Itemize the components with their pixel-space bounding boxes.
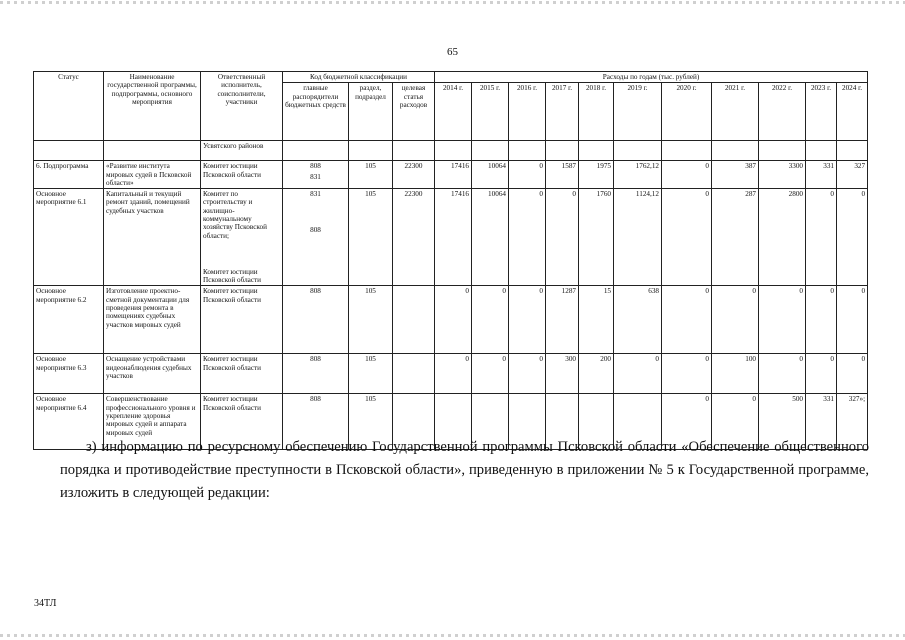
- header-year: 2014 г.: [435, 83, 472, 141]
- cell-kbk-target: [393, 141, 435, 161]
- cell-year-value: 3300: [759, 161, 806, 189]
- cell-year-value: 0: [837, 286, 868, 354]
- scan-edge-top: [0, 1, 905, 4]
- cell-year-value: [472, 141, 509, 161]
- cell-year-value: 638: [614, 286, 662, 354]
- page-number: 65: [447, 46, 458, 58]
- cell-year-value: 0: [509, 189, 546, 286]
- cell-status: Основное мероприятие 6.4: [34, 394, 104, 450]
- cell-year-value: 0: [662, 161, 712, 189]
- header-year: 2019 г.: [614, 83, 662, 141]
- cell-year-value: 0: [806, 286, 837, 354]
- amendment-paragraph: з) информацию по ресурсному обеспечению Государственной программы Псковской области «Обеспечение общественного порядка и противодействие преступности в Псковской области», приведенную в приложении № 5 к Государственной программе, изложить в следующей редакции:: [60, 439, 869, 501]
- cell-kbk-section: [349, 141, 393, 161]
- cell-year-value: [712, 141, 759, 161]
- cell-responsible: [201, 161, 283, 189]
- cell-kbk-main: [283, 286, 349, 354]
- cell-year-value: 1762,12: [614, 161, 662, 189]
- cell-year-value: 327: [837, 161, 868, 189]
- cell-year-value: [509, 141, 546, 161]
- cell-kbk-target: [393, 354, 435, 394]
- cell-kbk-section: 105: [349, 286, 393, 354]
- cell-year-value: 327»;: [837, 394, 868, 450]
- cell-responsible: [201, 354, 283, 394]
- cell-year-value: 0: [662, 354, 712, 394]
- cell-kbk-section: 105: [349, 354, 393, 394]
- footer-code: 34ТЛ: [34, 598, 57, 609]
- cell-year-value: 300: [546, 354, 579, 394]
- table-row: [34, 161, 868, 189]
- header-kbk-section: раздел, подраздел: [349, 83, 393, 141]
- budget-table-body: [34, 141, 868, 450]
- cell-year-value: 0: [712, 394, 759, 450]
- cell-kbk-section: 105: [349, 394, 393, 450]
- header-kbk-target: целевая статья расходов: [393, 83, 435, 141]
- cell-responsible-line: Усвятского районов: [203, 142, 264, 151]
- cell-responsible: [201, 141, 283, 161]
- cell-name: Капитальный и текущий ремонт зданий, помещений судебных участков: [104, 189, 201, 286]
- header-row-1: [34, 72, 868, 83]
- cell-responsible-line: Комитет юстиции Псковской области: [203, 355, 262, 372]
- cell-kbk-main-line: 808: [310, 395, 321, 404]
- cell-year-value: 500: [759, 394, 806, 450]
- cell-year-value: [837, 141, 868, 161]
- cell-year-value: [806, 141, 837, 161]
- cell-year-value: 2800: [759, 189, 806, 286]
- header-year: 2017 г.: [546, 83, 579, 141]
- cell-responsible-line: Комитет юстиции Псковской области: [203, 287, 262, 304]
- cell-year-value: 331: [806, 394, 837, 450]
- cell-year-value: 0: [509, 354, 546, 394]
- scan-edge-bottom: [0, 634, 905, 637]
- cell-year-value: 287: [712, 189, 759, 286]
- header-year: 2018 г.: [579, 83, 614, 141]
- cell-kbk-target: 22300: [393, 161, 435, 189]
- cell-responsible-line: Комитет юстиции Псковской области: [203, 395, 262, 412]
- cell-year-value: [759, 141, 806, 161]
- cell-year-value: 0: [472, 354, 509, 394]
- cell-name: Изготовление проектно-сметной документации для проведения ремонта в помещениях судебных участков мировых судей: [104, 286, 201, 354]
- cell-year-value: 0: [435, 286, 472, 354]
- header-year: 2022 г.: [759, 83, 806, 141]
- cell-status: [34, 141, 104, 161]
- header-year: 2020 г.: [662, 83, 712, 141]
- cell-kbk-main-line: 831: [310, 190, 321, 199]
- cell-name: Оснащение устройствами видеонаблюдения судебных участков: [104, 354, 201, 394]
- cell-year-value: [579, 141, 614, 161]
- cell-year-value: 0: [662, 286, 712, 354]
- cell-year-value: 387: [712, 161, 759, 189]
- cell-name: Совершенствование профессионального уровня и укрепление здоровья мировых судей и аппарата мировых судей: [104, 394, 201, 450]
- cell-responsible-line: Комитет юстиции Псковской области: [203, 162, 262, 179]
- cell-name: [104, 141, 201, 161]
- header-year: 2021 г.: [712, 83, 759, 141]
- cell-kbk-main: [283, 161, 349, 189]
- header-kbk: Код бюджетной классификации: [283, 72, 435, 83]
- cell-year-value: 200: [579, 354, 614, 394]
- cell-year-value: 0: [472, 286, 509, 354]
- header-year: 2016 г.: [509, 83, 546, 141]
- cell-year-value: 1975: [579, 161, 614, 189]
- cell-year-value: 0: [806, 189, 837, 286]
- budget-table: [33, 71, 868, 450]
- cell-year-value: 0: [759, 286, 806, 354]
- cell-year-value: 0: [509, 286, 546, 354]
- cell-year-value: 0: [837, 189, 868, 286]
- cell-responsible-line: Комитет юстиции Псковской области: [203, 267, 262, 285]
- cell-year-value: 100: [712, 354, 759, 394]
- cell-year-value: 1587: [546, 161, 579, 189]
- cell-kbk-section: 105: [349, 189, 393, 286]
- cell-year-value: [546, 141, 579, 161]
- cell-year-value: 1287: [546, 286, 579, 354]
- table-row: [34, 286, 868, 354]
- cell-kbk-section: 105: [349, 161, 393, 189]
- header-responsible: Ответственный исполнитель, соисполнители, участники: [201, 72, 283, 141]
- cell-year-value: 1124,12: [614, 189, 662, 286]
- cell-year-value: 0: [546, 189, 579, 286]
- header-status: Статус: [34, 72, 104, 141]
- cell-kbk-main-line: 808: [310, 355, 321, 364]
- cell-status: Основное мероприятие 6.2: [34, 286, 104, 354]
- cell-year-value: 0: [435, 354, 472, 394]
- cell-kbk-main-line: 808: [310, 162, 321, 171]
- table-row: [34, 141, 868, 161]
- cell-kbk-target: 22300: [393, 189, 435, 286]
- header-year: 2023 г.: [806, 83, 837, 141]
- cell-year-value: 0: [759, 354, 806, 394]
- header-year: 2024 г.: [837, 83, 868, 141]
- cell-kbk-main-line: 808: [310, 226, 321, 235]
- cell-year-value: 10064: [472, 161, 509, 189]
- cell-year-value: 10064: [472, 189, 509, 286]
- cell-kbk-main: [283, 354, 349, 394]
- cell-year-value: 0: [614, 354, 662, 394]
- cell-responsible: [201, 189, 283, 286]
- cell-year-value: 1760: [579, 189, 614, 286]
- cell-year-value: 15: [579, 286, 614, 354]
- cell-year-value: [435, 141, 472, 161]
- cell-year-value: 0: [662, 394, 712, 450]
- cell-kbk-main-line: 808: [310, 287, 321, 296]
- cell-responsible-line: Комитет по строительству и жилищно-коммунальному хозяйству Псковской области;: [203, 190, 267, 240]
- cell-year-value: 0: [837, 354, 868, 394]
- header-kbk-main: главные распорядители бюджетных средств: [283, 83, 349, 141]
- cell-kbk-main-line: 831: [310, 172, 321, 181]
- cell-status: 6. Подпрограмма: [34, 161, 104, 189]
- cell-year-value: [662, 141, 712, 161]
- cell-year-value: 0: [509, 161, 546, 189]
- cell-name: «Развитие института мировых судей в Псковской области»: [104, 161, 201, 189]
- cell-year-value: 0: [662, 189, 712, 286]
- cell-year-value: 17416: [435, 189, 472, 286]
- header-year: 2015 г.: [472, 83, 509, 141]
- cell-year-value: 0: [806, 354, 837, 394]
- cell-year-value: 17416: [435, 161, 472, 189]
- cell-status: Основное мероприятие 6.1: [34, 189, 104, 286]
- table-row: [34, 354, 868, 394]
- header-expenses: Расходы по годам (тыс. рублей): [435, 72, 868, 83]
- cell-year-value: 0: [712, 286, 759, 354]
- cell-year-value: [614, 141, 662, 161]
- header-name: Наименование государственной программы, подпрограммы, основного мероприятия: [104, 72, 201, 141]
- table-row: [34, 189, 868, 286]
- cell-responsible: [201, 286, 283, 354]
- cell-year-value: 331: [806, 161, 837, 189]
- cell-status: Основное мероприятие 6.3: [34, 354, 104, 394]
- cell-kbk-target: [393, 286, 435, 354]
- cell-kbk-main: [283, 189, 349, 286]
- cell-kbk-main: [283, 141, 349, 161]
